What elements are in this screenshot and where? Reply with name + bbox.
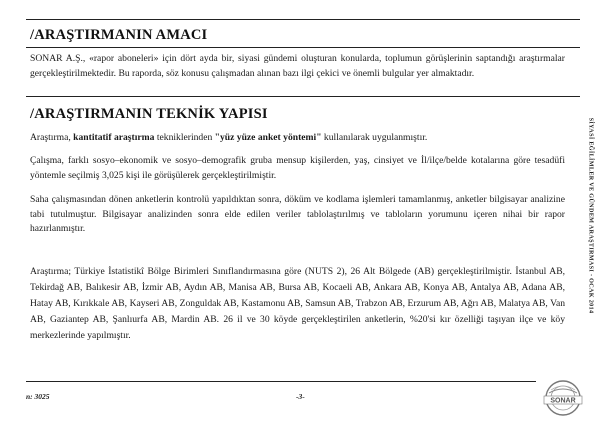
method-bold-face-to-face: "yüz yüze anket yöntemi"	[214, 132, 322, 143]
method-text-2: tekniklerinden	[154, 132, 215, 143]
sample-paragraph: Çalışma, farklı sosyo–ekonomik ve sosyo–demografik gruba mensup kişilerden, yaş, cinsiyet ve İl/ilçe/belde kotalarına göre tesadüfi yöntemle seçilmiş 3,025 kişi ile görüşülerek gerçekleştirilmiştir.	[30, 155, 565, 181]
analysis-paragraph: Saha çalışmasından dönen anketlerin kontrolü yapıldıktan sonra, döküm ve kodlama işlemleri tamamlanmış, anketler bilgisayar analizine tabi tutulmuştur. Bilgisayar analizinden sonra elde edilen veriler tablolaştırılmış ve tabloların yorumunu içeren nihai bir rapor hazırlanmıştır.	[30, 194, 565, 234]
purpose-paragraph: SONAR A.Ş., «rapor aboneleri» için dört ayda bir, siyasi gündemi oluşturan konularda, toplumun görüşlerinin saptandığı araştırmalar gerçekleştirilmektedir. Bu raporda, söz konusu çalışmadan alınan bazı ilgi çekici ve önemli bulgular yer almaktadır.	[30, 53, 565, 79]
method-paragraph	[30, 131, 565, 146]
section-title-technical: /ARAŞTIRMANIN TEKNİK YAPISI	[30, 106, 268, 122]
side-title-text: SİYASİ EĞİLİMLER VE GÜNDEM ARAŞTIRMASI - OCAK 2014	[587, 117, 595, 313]
method-bold-quantitative: kantitatif araştırma	[73, 132, 155, 143]
sample-size-label: n: 3025	[26, 392, 50, 401]
section-title-purpose: /ARAŞTIRMANIN AMACI	[30, 27, 208, 43]
top-divider	[26, 19, 580, 20]
method-text-1: Araştırma,	[30, 132, 74, 143]
sonar-logo	[541, 379, 585, 417]
title-underline	[26, 47, 580, 48]
logo-wave-1	[549, 389, 577, 393]
regions-paragraph: Araştırma; Türkiye İstatistikî Bölge Birimleri Sınıflandırmasına göre (NUTS 2), 26 Alt Bölgede (AB) gerçekleştirilmiştir. İstanbul AB, Tekirdağ AB, Balıkesir AB, İzmir AB, Aydın AB, Manisa AB, Bursa AB, Kocaeli AB, Ankara AB, Konya AB, Antalya AB, Adana AB, Hatay AB, Kırıkkale AB, Kayseri AB, Zonguldak AB, Kastamonu AB, Samsun AB, Trabzon AB, Erzurum AB, Ağrı AB, Malatya AB, Van AB, Gaziantep AB, Şanlıurfa AB, Mardin AB. 26 il ve 30 köyde gerçekleştirilen anketlerin, %20'si kır özelliği taşıyan ilçe ve köy merkezlerinde yapılmıştır.	[30, 266, 565, 341]
page-number: -3-	[296, 392, 305, 401]
side-running-title	[586, 100, 596, 330]
method-text-3: kullanılarak uygulanmıştır.	[321, 132, 428, 143]
section-divider	[26, 96, 580, 97]
logo-text: SONAR	[550, 397, 576, 405]
footer-divider	[26, 381, 536, 382]
